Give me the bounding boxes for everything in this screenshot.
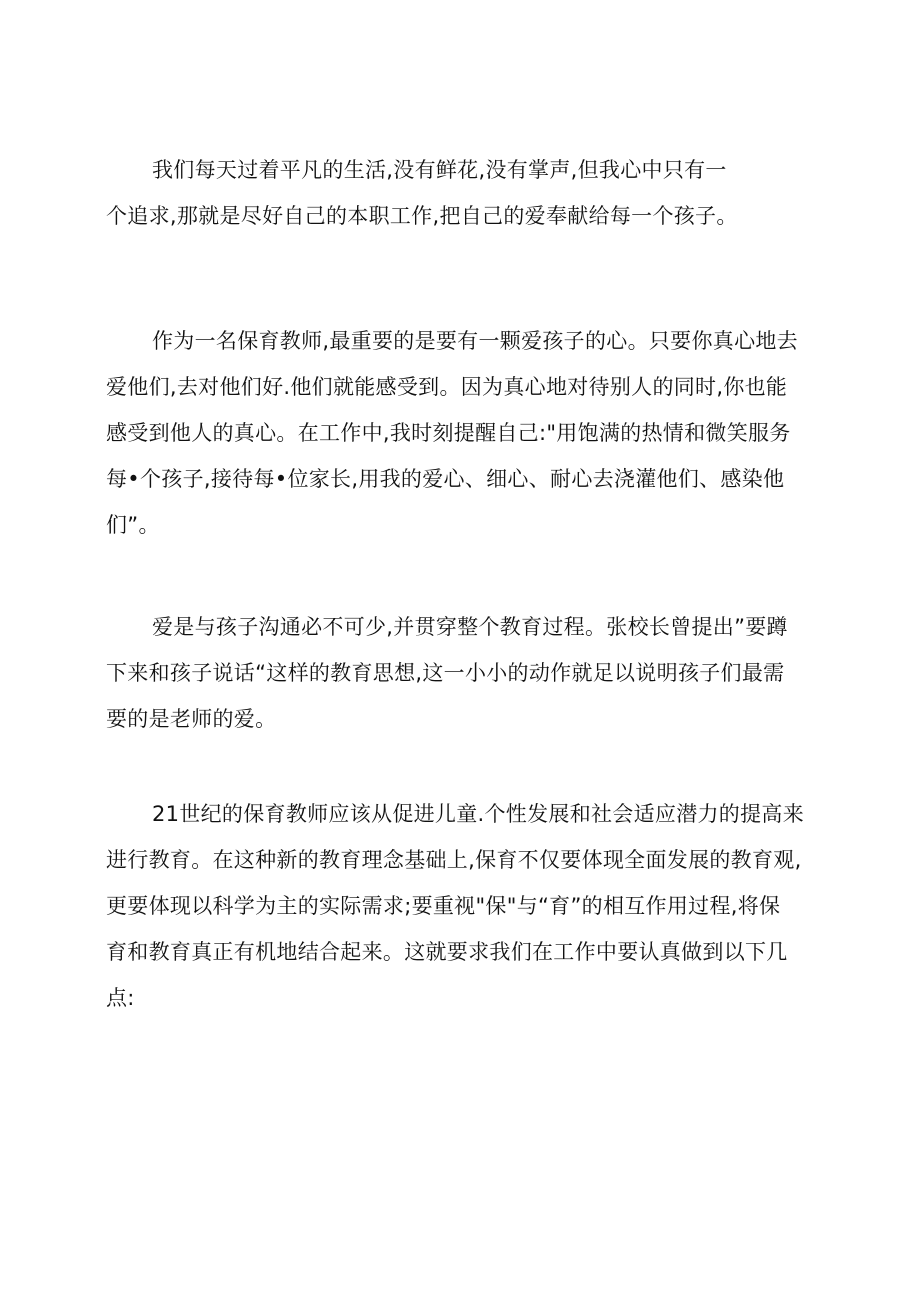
paragraph-line: 我们每天过着平凡的生活,没有鲜花,没有掌声,但我心中只有一 — [152, 158, 727, 182]
paragraph-line: 进行教育。在这种新的教育理念基础上,保育不仅要体现全面发展的教育观, — [106, 848, 802, 872]
paragraph-line: 个追求,那就是尽好自己的本职工作,把自己的爱奉献给每一个孩子。 — [106, 204, 738, 228]
paragraph-21st-century — [106, 791, 826, 1021]
paragraph-daily-life — [106, 147, 826, 239]
paragraph-communication — [106, 604, 826, 742]
paragraph-line: 爱是与孩子沟通必不可少,并贯穿整个教育过程。张校长曾提出”要蹲 — [152, 615, 788, 639]
paragraph-line: 要的是老师的爱。 — [106, 707, 277, 731]
paragraph-line: 作为一名保育教师,最重要的是要有一颗爱孩子的心。只要你真心地去 — [152, 329, 798, 353]
paragraph-line: 更要体现以科学为主的实际需求;要重视"保"与“育”的相互作用过程,将保 — [106, 894, 781, 918]
paragraph-line: 育和教育真正有机地结合起来。这就要求我们在工作中要认真做到以下几 — [106, 940, 788, 964]
paragraph-line: 点: — [106, 986, 135, 1010]
paragraph-love-children — [106, 318, 826, 548]
paragraph-line: 每•个孩子,接待每•位家长,用我的爱心、细心、耐心去浇灌他们、感染他 — [106, 467, 785, 491]
paragraph-line: 爱他们,去对他们好.他们就能感受到。因为真心地对待别人的同时,你也能 — [106, 375, 788, 399]
paragraph-line: 21世纪的保育教师应该从促进儿童.个性发展和社会适应潜力的提高来 — [152, 802, 804, 826]
paragraph-line: 下来和孩子说话“这样的教育思想,这一小小的动作就足以说明孩子们最需 — [106, 661, 785, 685]
paragraph-line: 感受到他人的真心。在工作中,我时刻提醒自己:"用饱满的热情和微笑服务 — [106, 421, 791, 445]
paragraph-line: 们”。 — [106, 513, 160, 537]
